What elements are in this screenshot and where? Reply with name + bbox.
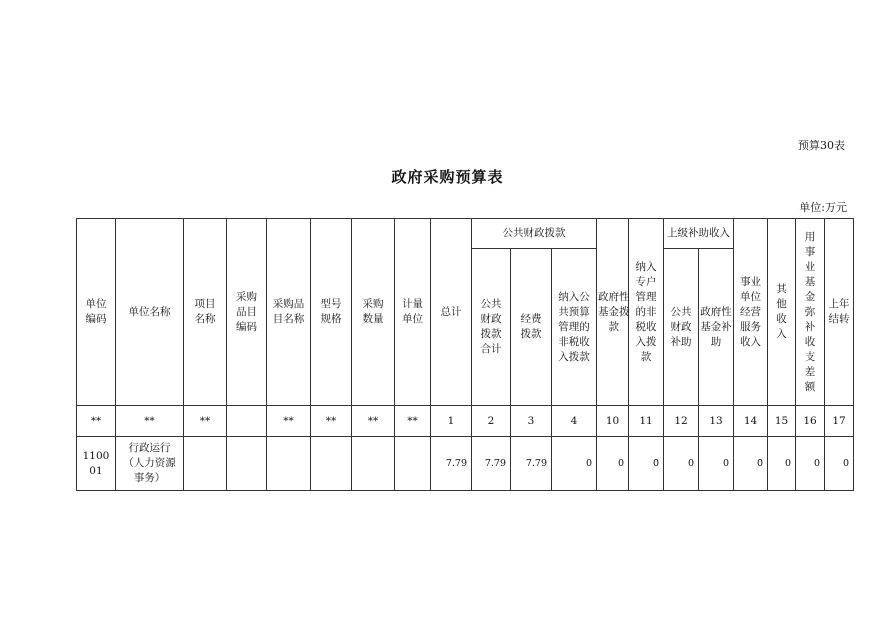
index-cell: 14 xyxy=(734,406,768,437)
header-fund-deficit: 用事业基金弥补收支差额 xyxy=(796,219,825,406)
cell-gov-fund: 0 xyxy=(597,437,629,491)
cell-public-finance-subsidy: 0 xyxy=(664,437,699,491)
header-total: 总计 xyxy=(431,219,472,406)
header-business-income: 事业单位经营服务收入 xyxy=(734,219,768,406)
header-measure-unit: 计量单位 xyxy=(395,219,431,406)
index-cell: ** xyxy=(267,406,311,437)
cell-model-spec xyxy=(311,437,352,491)
cell-business-income: 0 xyxy=(734,437,768,491)
index-cell: ** xyxy=(77,406,116,437)
cell-quantity xyxy=(352,437,395,491)
header-row-1 xyxy=(77,219,854,249)
table-row xyxy=(77,437,854,491)
index-cell: 17 xyxy=(825,406,854,437)
cell-unit-name: 行政运行（人力资源事务） xyxy=(116,437,184,491)
procurement-budget-table xyxy=(76,218,854,491)
header-unit-code: 单位编码 xyxy=(77,219,116,406)
index-cell: ** xyxy=(352,406,395,437)
header-expense-grant: 经费拨款 xyxy=(511,249,552,406)
index-cell: ** xyxy=(395,406,431,437)
cell-nontax-special: 0 xyxy=(629,437,664,491)
header-unit-name: 单位名称 xyxy=(116,219,184,406)
index-cell: 13 xyxy=(699,406,734,437)
index-cell: 15 xyxy=(768,406,796,437)
cell-measure-unit xyxy=(395,437,431,491)
header-nontax-in-budget: 纳入公共预算管理的非税收入拨款 xyxy=(552,249,597,406)
index-cell: 4 xyxy=(552,406,597,437)
header-public-finance: 公共财政拨款 xyxy=(472,219,597,249)
header-public-finance-subsidy: 公共财政补助 xyxy=(664,249,699,406)
header-model-spec: 型号规格 xyxy=(311,219,352,406)
index-row xyxy=(77,406,854,437)
index-cell: 10 xyxy=(597,406,629,437)
index-cell: 12 xyxy=(664,406,699,437)
header-public-finance-total: 公共财政拨款合计 xyxy=(472,249,511,406)
cell-fund-deficit: 0 xyxy=(796,437,825,491)
index-cell: 1 xyxy=(431,406,472,437)
index-cell: 11 xyxy=(629,406,664,437)
index-cell: ** xyxy=(311,406,352,437)
header-item-name: 采购品目名称 xyxy=(267,219,311,406)
index-cell: ** xyxy=(116,406,184,437)
header-item-code: 采购品目编码 xyxy=(227,219,267,406)
cell-unit-code: 110001 xyxy=(77,437,116,491)
header-nontax-special: 纳入专户管理的非税收入拨款 xyxy=(629,219,664,406)
cell-public-finance-total: 7.79 xyxy=(472,437,511,491)
header-quantity: 采购数量 xyxy=(352,219,395,406)
cell-gov-fund-subsidy: 0 xyxy=(699,437,734,491)
index-cell: 16 xyxy=(796,406,825,437)
unit-label: 单位:万元 xyxy=(799,201,847,214)
cell-nontax-in-budget: 0 xyxy=(552,437,597,491)
header-other-income: 其他收入 xyxy=(768,219,796,406)
cell-other-income: 0 xyxy=(768,437,796,491)
cell-expense-grant: 7.79 xyxy=(511,437,552,491)
cell-total: 7.79 xyxy=(431,437,472,491)
index-cell: 2 xyxy=(472,406,511,437)
page-title: 政府采购预算表 xyxy=(391,168,504,186)
header-project-name: 项目名称 xyxy=(184,219,227,406)
index-cell xyxy=(227,406,267,437)
table-number-label: 预算30表 xyxy=(798,139,845,152)
index-cell: ** xyxy=(184,406,227,437)
cell-project-name xyxy=(184,437,227,491)
cell-item-name xyxy=(267,437,311,491)
header-superior-subsidy: 上级补助收入 xyxy=(664,219,734,249)
header-prior-year: 上年结转 xyxy=(825,219,854,406)
cell-item-code xyxy=(227,437,267,491)
header-gov-fund: 政府性基金拨款 xyxy=(597,219,629,406)
index-cell: 3 xyxy=(511,406,552,437)
header-gov-fund-subsidy: 政府性基金补助 xyxy=(699,249,734,406)
cell-prior-year: 0 xyxy=(825,437,854,491)
